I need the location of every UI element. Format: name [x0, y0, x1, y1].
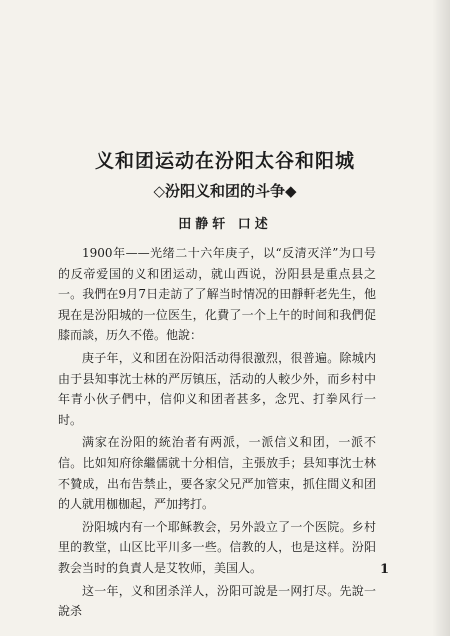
paragraph: 汾阳城内有一个耶稣教会，另外設立了一个医院。乡村里的教堂，山区比平川多一些。信教的人，也是这样。汾阳教会当时的負責人是艾牧师，美国人。 — [58, 519, 376, 575]
page-subtitle: ◇汾阳义和团的斗争◆ — [153, 182, 297, 200]
paragraph: 1900年——光绪二十六年庚子，以“反清灭洋”为口号的反帝爱国的义和团运动，就山西说，汾阳县是重点县之一。我們在9月7日走訪了了解当时情况的田靜軒老先生，他現在是汾阳城的一位医生，化費了一个上午的时间和我們促膝而談，历久不倦。他說： — [58, 246, 376, 343]
page-edge-shadow — [432, 0, 450, 636]
author-line: 田静轩 口述 — [178, 217, 272, 232]
body-text — [58, 243, 376, 624]
page-title: 义和团运动在汾阳太谷和阳城 — [94, 150, 355, 172]
paragraph: 这一年，义和团杀洋人，汾阳可說是一网打尽。先說一說杀 — [58, 583, 376, 619]
page-number: 1 — [380, 562, 390, 577]
paragraph: 庚子年，义和团在汾阳活动得很激烈，很普遍。除城内由于县知事沈士林的严厉镇压，活动的人較少外，而乡村中年青小伙子們中，信仰义和团者甚多，念咒、打拳风行一时。 — [58, 350, 376, 427]
paragraph: 满家在汾阳的統治者有两派，一派信义和团，一派不信。比如知府徐繼儒就十分相信，主張放手；县知事沈士林不贊成，出布告禁止，要各家父兄严加管束，抓住間义和团的人就用枷枷起，严加拷打。 — [58, 435, 376, 512]
